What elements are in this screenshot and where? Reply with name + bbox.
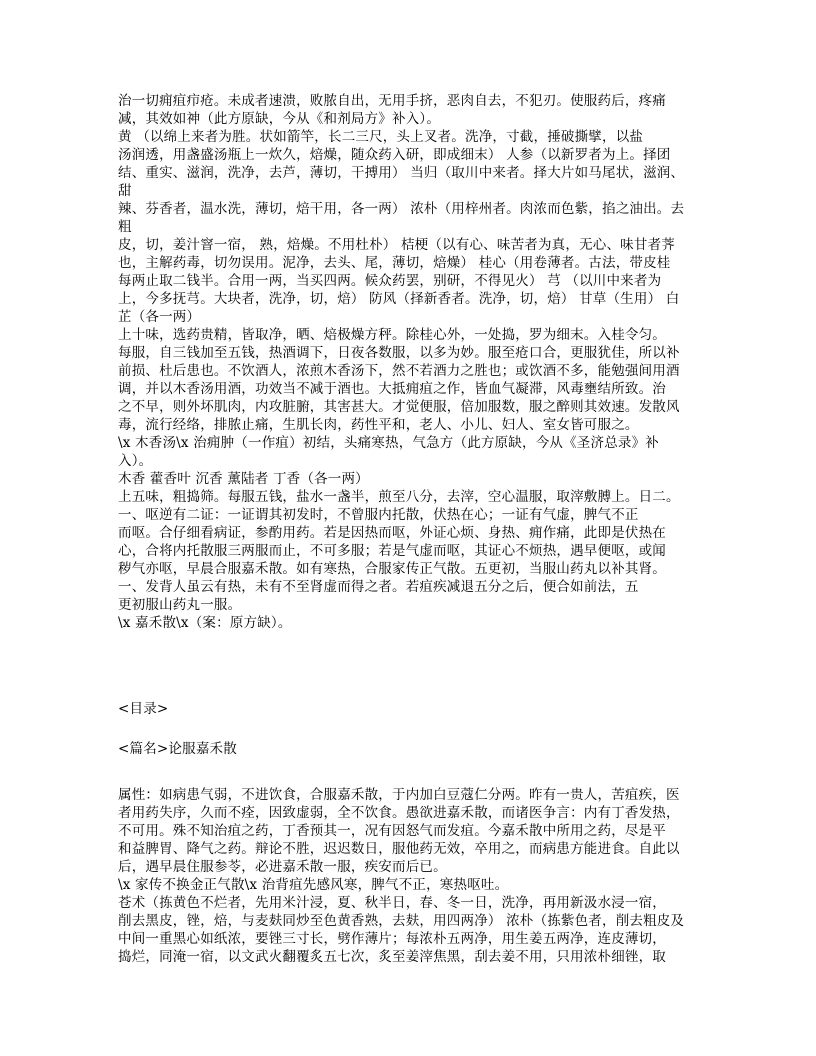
- text-line: \x 家传不换金正气散\x 治背疽先感风寒，脾气不正，寒热呕吐。: [118, 877, 509, 893]
- text-line: 捣烂，同淹一宿，以文武火翻覆炙五七次，炙至姜滓焦黑，刮去姜不用，只用浓朴细锉，取: [118, 949, 666, 965]
- text-line: 毒，流行经络，排脓止痛，生肌长肉，药性平和，老人、小儿、妇人、室女皆可服之。: [118, 417, 639, 433]
- section-discussion-text: [118, 786, 698, 966]
- text-line: 每两止取二钱半。合用一两，当买四两。候众药罢，别研，不得见火） 芎 （以川中来者为: [118, 273, 662, 289]
- text-line: 木香 藿香叶 沉香 薰陆者 丁香（各一两）: [118, 471, 369, 487]
- text-line: 辣、芬香者，温水洗，薄切，焙干用，各一两） 浓朴（用梓州者。肉浓而色紫，掐之油出。去: [118, 201, 685, 217]
- text-line: 也，主解药毒，切勿误用。泥净，去头、尾，薄切，焙燥） 桂心（用卷薄者。古法，带皮桂: [118, 255, 671, 271]
- text-line: 每服，自三钱加至五钱，热酒调下，日夜各数服，以多为妙。服至疮口合，更服犹佳，所以补: [118, 345, 680, 361]
- text-line: \x 木香汤\x 治痈肿（一作疽）初结，头痛寒热，气急方（此方原缺，今从《圣济总录》补: [118, 435, 660, 451]
- text-line: 上，今多抚芎。大块者，洗净，切，焙） 防风（择新香者。洗净，切，焙） 甘草（生用） 白: [118, 291, 680, 307]
- chapter-title: <篇名>论服嘉禾散: [118, 741, 237, 757]
- spacer: [118, 718, 698, 740]
- document-page: [118, 92, 698, 966]
- text-line: 上十味，选药贵精，皆取净，晒、焙极燥方秤。除桂心外，一处捣，罗为细末。入桂令匀。: [118, 327, 666, 343]
- text-line: 苍术（拣黄色不烂者，先用米汁浸，夏、秋半日，春、冬一日，洗净，再用新汲水浸一宿，: [118, 895, 666, 911]
- text-line: 入）。: [118, 453, 153, 469]
- text-line: 和益脾胃、降气之药。辩论不胜，迟迟数日，服他药无效，卒用之，而病患方能进食。自此以: [118, 841, 680, 857]
- toc-marker: <目录>: [118, 701, 169, 717]
- text-line: 心，合将内托散服三两服而止，不可多服；若是气虚而呕，其证心不烦热，遇早便呕，或闻: [118, 543, 666, 559]
- text-line: 属性：如病患气弱，不进饮食，合服嘉禾散，于内加白豆蔻仁分两。昨有一贵人，苦疽疾，医: [118, 787, 680, 803]
- text-line: 而呕。合仔细看病证，参酌用药。若是因热而呕，外证心烦、身热、痈作痛，此即是伏热在: [118, 525, 666, 541]
- text-line: \x 嘉禾散\x（案：原方缺）。: [118, 615, 292, 631]
- text-line: 中间一重黑心如纸浓，要锉三寸长，劈作薄片；每浓朴五两净，用生姜五两净，连皮薄切，: [118, 931, 666, 947]
- text-line: 不可用。殊不知治疽之药，丁香预其一，况有因怒气而发疽。今嘉禾散中所用之药，尽是平: [118, 823, 666, 839]
- text-line: 者用药失序，久而不痊，因致虚弱，全不饮食。愚欲进嘉禾散，而诸医争言：内有丁香发热，: [118, 805, 680, 821]
- section-formula-text: [118, 92, 698, 632]
- text-line: 一、呕逆有二证：一证谓其初发时，不曾服内托散，伏热在心；一证有气虚，脾气不正: [118, 507, 639, 523]
- text-line: 黄 （以绵上来者为胜。状如箭竿，长二三尺，头上叉者。洗净，寸截，捶破撕擘，以盐: [118, 129, 644, 145]
- text-line: 汤润透，用盏盛汤瓶上一炊久，焙燥，随众药入研，即成细末） 人参（以新罗者为上。择团: [118, 147, 671, 163]
- text-line: 皮，切，姜汁窨一宿， 熟，焙燥。不用杜朴） 桔梗（以有心、味苦者为真，无心、味甘者荠: [118, 237, 675, 253]
- text-line: 秽气亦呕，早晨合服嘉禾散。如有寒热，合服家传正气散。五更初，当服山药丸以补其肾。: [118, 561, 666, 577]
- text-line: 一、发背人虽云有热，未有不至肾虚而得之者。若疽疾减退五分之后，便合如前法，五: [118, 579, 639, 595]
- text-line: 粗: [118, 219, 132, 235]
- text-line: 减，其效如神（此方原缺，今从《和剂局方》补入）。: [118, 111, 441, 127]
- spacer: [118, 758, 698, 786]
- text-line: 更初服山药丸一服。: [118, 597, 242, 613]
- text-line: 之不早，则外坏肌肉，内攻脏腑，其害甚大。才觉便服，倍加服数，服之醉则其效速。发散风: [118, 399, 680, 415]
- text-line: 前损、杜后患也。不饮酒人，浓煎木香汤下，然不若酒力之胜也；或饮酒不多，能勉强间用酒: [118, 363, 680, 379]
- text-line: 削去黑皮，锉，焙，与麦麸同炒至色黄香熟，去麸，用四两净） 浓朴（拣紫色者，削去粗皮及: [118, 913, 685, 929]
- text-line: 甜: [118, 183, 132, 199]
- text-line: 治一切痈疽疖疮。未成者速溃，败脓自出，无用手挤，恶肉自去，不犯刃。使服药后，疼痛: [118, 93, 666, 109]
- spacer: [118, 632, 698, 700]
- text-line: 芷（各一两）: [118, 309, 201, 325]
- text-line: 调，并以木香汤用酒，功效当不减于酒也。大抵痈疽之作，皆血气凝滞，风毒壅结所致。治: [118, 381, 666, 397]
- text-line: 上五味，粗捣筛。每服五钱，盐水一盏半，煎至八分，去滓，空心温服，取滓敷膊上。日二。: [118, 489, 680, 505]
- text-line: 结、重实、滋润，洗净，去芦，薄切，干搏用） 当归（取川中来者。择大片如马尾状，滋润、: [118, 165, 685, 181]
- text-line: 后，遇早晨住服参苓，必进嘉禾散一服，疾安而后已。: [118, 859, 447, 875]
